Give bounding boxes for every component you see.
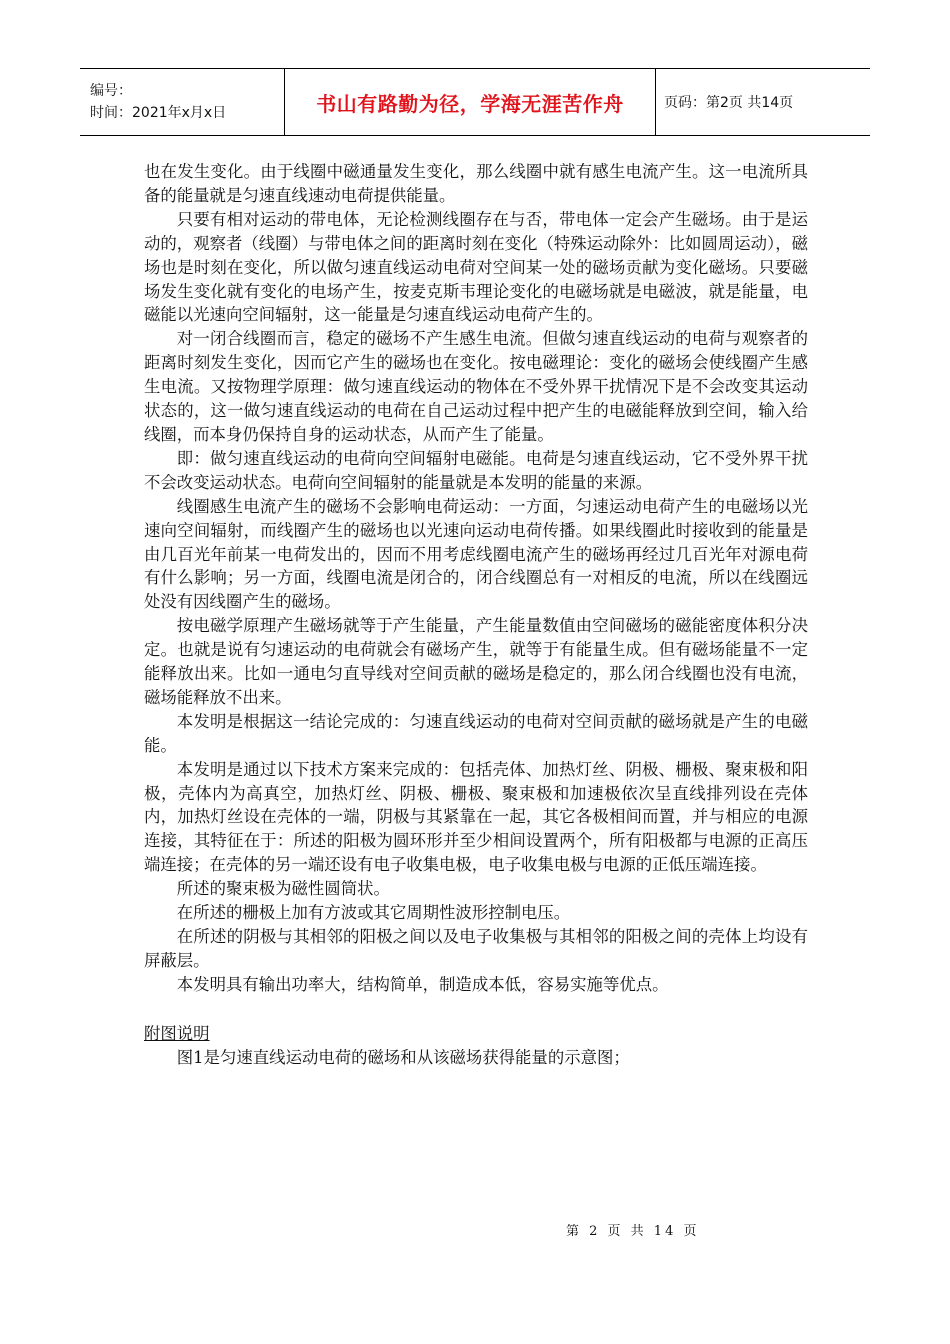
paragraph: 本发明具有输出功率大，结构简单，制造成本低，容易实施等优点。	[176, 974, 669, 994]
header-motto-cell	[284, 69, 656, 135]
paragraph: 本发明是通过以下技术方案来完成的：包括壳体、加热灯丝、阴极、栅极、聚束极和阳极，壳体内为高真空，加热灯丝、阴极、栅极、聚束极和加速极依次呈直线排列设在壳体内，加热灯丝设在壳体的一端，阴极与其紧靠在一起，其它各极相间而置，并与相应的电源连接，其特征在于：所述的阳极为圆环形并至少相间设置两个，所有阳极都与电源的正高压端连接；在壳体的另一端还设有电子收集电极，电子收集电极与电源的正低压端连接。	[144, 759, 808, 875]
section-heading-text: 附图说明	[144, 1023, 210, 1043]
page-footer: 第 2 页 共 14 页	[566, 1224, 700, 1239]
paragraph: 在所述的栅极上加有方波或其它周期性波形控制电压。	[176, 903, 571, 923]
paragraph: 只要有相对运动的带电体，无论检测线圈存在与否，带电体一定会产生磁场。由于是运动的，观察者（线圈）与带电体之间的距离时刻在变化（特殊运动除外：比如圆周运动），磁场也是时刻在变化，所以做匀速直线运动电荷对空间某一处的磁场贡献为变化磁场。只要磁场发生变化就有变化的电场产生，按麦克斯韦理论变化的电磁场就是电磁波，就是能量，电磁能以光速向空间辐射，这一能量是匀速直线运动电荷产生的。	[144, 209, 808, 325]
paragraph: 也在发生变化。由于线圈中磁通量发生变化，那么线圈中就有感生电流产生。这一电流所具备的能量就是匀速直线速动电荷提供能量。	[144, 162, 808, 205]
header-page-cell	[656, 69, 870, 135]
paragraph: 按电磁学原理产生磁场就等于产生能量，产生能量数值由空间磁场的磁能密度体积分决定。也就是说有匀速运动的电荷就会有磁场产生，就等于有能量生成。但有磁场能量不一定能释放出来。比如一通电匀直导线对空间贡献的磁场是稳定的，那么闭合线圈也没有电流，磁场能释放不出来。	[144, 616, 808, 707]
paragraph: 对一闭合线圈而言，稳定的磁场不产生感生电流。但做匀速直线运动的电荷与观察者的距离时刻发生变化，因而它产生的磁场也在变化。按电磁理论：变化的磁场会使线圈产生感生电流。又按物理学原理：做匀速直线运动的物体在不受外界干扰情况下是不会改变其运动状态的，这一做匀速直线运动的电荷在自己运动过程中把产生的电磁能释放到空间，输入给线圈，而本身仍保持自身的运动状态，从而产生了能量。	[144, 329, 808, 444]
header-motto: 书山有路勤为径，学海无涯苦作舟	[316, 91, 624, 116]
document-body	[144, 160, 808, 1070]
section-heading	[144, 1022, 808, 1046]
paragraph: 即：做匀速直线运动的电荷向空间辐射电磁能。电荷是匀速直线运动，它不受外界干扰不会改变运动状态。电荷向空间辐射的能量就是本发明的能量的来源。	[144, 448, 808, 492]
figure-caption: 图1是匀速直线运动电荷的磁场和从该磁场获得能量的示意图；	[176, 1047, 630, 1067]
paragraph: 在所述的阴极与其相邻的阳极之间以及电子收集极与其相邻的阳极之间的壳体上均设有屏蔽层。	[144, 927, 808, 970]
header-page-number: 页码：第2页 共14页	[664, 95, 794, 111]
page-header	[80, 68, 870, 136]
paragraph: 线圈感生电流产生的磁场不会影响电荷运动：一方面，匀速运动电荷产生的电磁场以光速向空间辐射，而线圈产生的磁场也以光速向运动电荷传播。如果线圈此时接收到的能量是由几百光年前某一电荷发出的，因而不用考虑线圈电流产生的磁场再经过几百光年对源电荷有什么影响；另一方面，线圈电流是闭合的，闭合线圈总有一对相反的电流，所以在线圈远处没有因线圈产生的磁场。	[144, 496, 808, 612]
document-number-label: 编号：	[90, 83, 132, 99]
paragraph: 所述的聚束极为磁性圆筒状。	[176, 879, 390, 899]
paragraph: 本发明是根据这一结论完成的：匀速直线运动的电荷对空间贡献的磁场就是产生的电磁能。	[144, 711, 808, 755]
document-time-label: 时间：2021年x月x日	[90, 105, 227, 121]
header-meta	[80, 69, 284, 135]
